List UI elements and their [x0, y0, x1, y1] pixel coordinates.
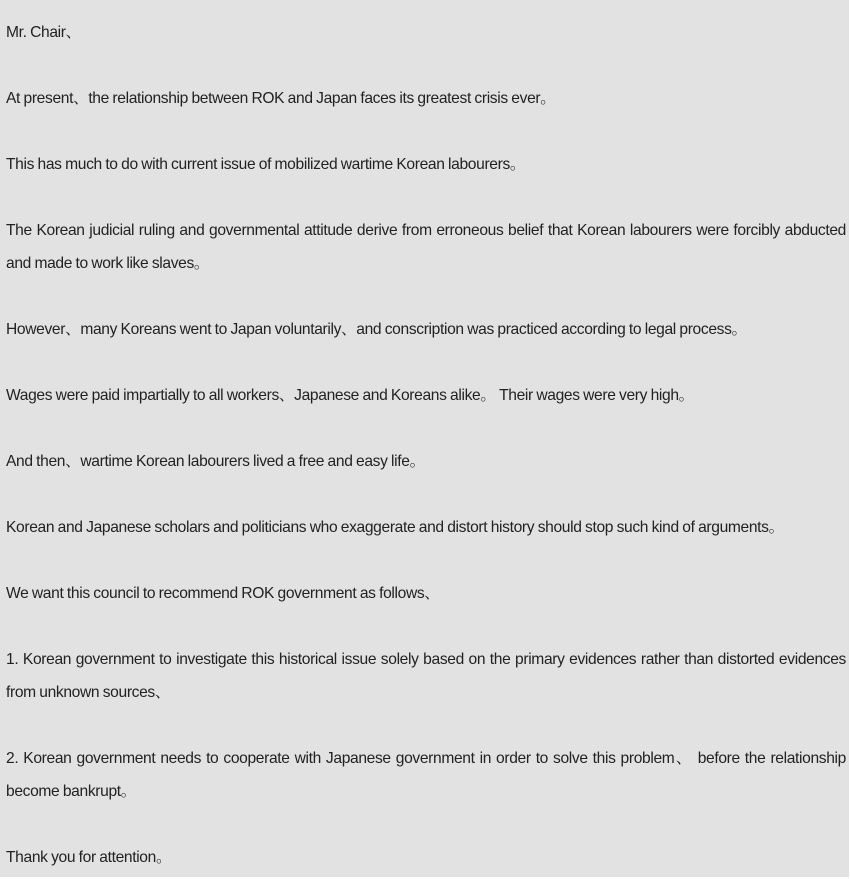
paragraph-labourers-issue: This has much to do with current issue of mobilized wartime Korean labourers。 [6, 156, 526, 173]
paragraph-free-life: And then、wartime Korean labourers lived a free and easy life。 [6, 453, 425, 470]
paragraph-crisis: At present、the relationship between ROK and Japan faces its greatest crisis ever。 [6, 90, 556, 107]
paragraph-wages: Wages were paid impartially to all workers、Japanese and Koreans alike。 Their wages were very high。 [6, 387, 694, 404]
paragraph-recommendation-intro: We want this council to recommend ROK government as follows、 [6, 585, 440, 602]
closing-line: Thank you for attention。 [6, 849, 172, 866]
paragraph-scholars: Korean and Japanese scholars and politicians who exaggerate and distort history should stop such kind of arguments。 [6, 519, 784, 536]
recommendation-item-2: 2. Korean government needs to cooperate with Japanese government in order to solve this problem、 before the relationship become bankrupt。 [6, 750, 846, 800]
recommendation-item-1: 1. Korean government to investigate this historical issue solely based on the primary evidences rather than distorted evidences from unknown sources、 [6, 651, 846, 701]
paragraph-voluntary: However、many Koreans went to Japan voluntarily、and conscription was practiced according to legal process。 [6, 321, 747, 338]
salutation: Mr. Chair、 [6, 24, 81, 41]
paragraph-judicial-ruling: The Korean judicial ruling and governmental attitude derive from erroneous belief that Korean labourers were forcibly abducted and made to work like slaves。 [6, 222, 846, 272]
